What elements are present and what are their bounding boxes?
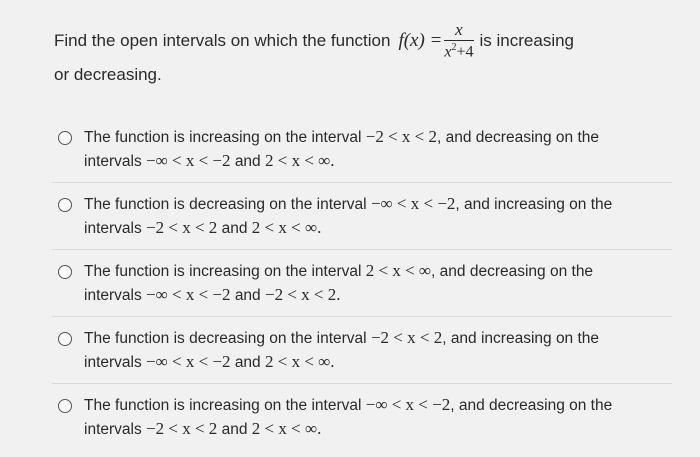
fraction-denominator <box>444 41 473 60</box>
answer-option-2[interactable] <box>52 182 672 249</box>
option-line2-text: intervals <box>84 220 142 237</box>
option-line1-tail: , and decreasing on the <box>431 263 594 280</box>
option-line2-math1: −2 < x < 2 <box>146 218 218 237</box>
option-text <box>84 192 664 240</box>
option-line1-text: The function is decreasing on the interval <box>84 196 367 213</box>
option-line2-math1: −∞ < x < −2 <box>146 285 231 304</box>
option-text <box>84 259 664 307</box>
option-line1-math: −∞ < x < −2 <box>365 395 451 414</box>
question-prefix: Find the open intervals on which the function <box>54 31 391 50</box>
answer-options <box>52 116 672 450</box>
option-line1-math: −∞ < x < −2 <box>370 194 456 213</box>
option-line1-math: −2 < x < 2 <box>370 328 443 347</box>
option-line2-math2: −2 < x < 2. <box>265 285 341 304</box>
answer-option-5[interactable] <box>52 383 672 450</box>
answer-option-1[interactable] <box>52 116 672 182</box>
option-line2-math1: −2 < x < 2 <box>146 419 218 438</box>
question-line-2: or decreasing. <box>54 65 162 84</box>
option-line2-text: intervals <box>84 153 142 170</box>
option-line2-and: and <box>221 421 248 438</box>
denominator-exponent: 2 <box>451 42 457 54</box>
answer-option-3[interactable] <box>52 249 672 316</box>
question-text <box>54 20 674 92</box>
radio-button-icon[interactable] <box>58 332 72 346</box>
answer-option-4[interactable] <box>52 316 672 383</box>
denominator-rest: +4 <box>456 43 474 61</box>
option-line2-and: and <box>234 354 261 371</box>
radio-button-icon[interactable] <box>58 399 72 413</box>
option-line2-and: and <box>234 287 261 304</box>
option-line1-tail: , and decreasing on the <box>437 129 600 146</box>
option-line1-text: The function is increasing on the interval <box>84 129 362 146</box>
option-line1-tail: , and increasing on the <box>442 330 600 347</box>
option-line1-math: −2 < x < 2 <box>365 127 438 146</box>
option-line2-math1: −∞ < x < −2 <box>146 352 231 371</box>
option-line1-text: The function is increasing on the interval <box>84 263 362 280</box>
option-line2-math1: −∞ < x < −2 <box>146 151 231 170</box>
question-suffix: is increasing <box>479 31 575 50</box>
radio-button-icon[interactable] <box>58 131 72 145</box>
option-line1-tail: , and decreasing on the <box>450 397 613 414</box>
option-line2-math2: 2 < x < ∞. <box>265 151 335 170</box>
option-text <box>84 393 664 441</box>
option-line2-and: and <box>234 153 261 170</box>
option-line2-math2: 2 < x < ∞. <box>251 218 322 237</box>
option-line2-text: intervals <box>84 354 142 371</box>
function-lhs: f(x) = <box>398 30 443 51</box>
option-line1-math: 2 < x < ∞ <box>365 261 432 280</box>
option-line2-text: intervals <box>84 421 142 438</box>
denominator-base: x <box>444 43 452 61</box>
function-fraction <box>444 21 473 61</box>
question-line-1 <box>54 20 674 61</box>
option-line1-tail: , and increasing on the <box>455 196 613 213</box>
fraction-numerator: x <box>455 20 463 40</box>
option-line2-math2: 2 < x < ∞. <box>251 419 322 438</box>
option-text <box>84 125 664 173</box>
option-line1-text: The function is increasing on the interval <box>84 397 362 414</box>
option-line1-text: The function is decreasing on the interval <box>84 330 367 347</box>
option-line2-text: intervals <box>84 287 142 304</box>
radio-button-icon[interactable] <box>58 265 72 279</box>
option-line2-and: and <box>221 220 248 237</box>
radio-button-icon[interactable] <box>58 198 72 212</box>
option-text <box>84 326 664 374</box>
option-line2-math2: 2 < x < ∞. <box>265 352 335 371</box>
